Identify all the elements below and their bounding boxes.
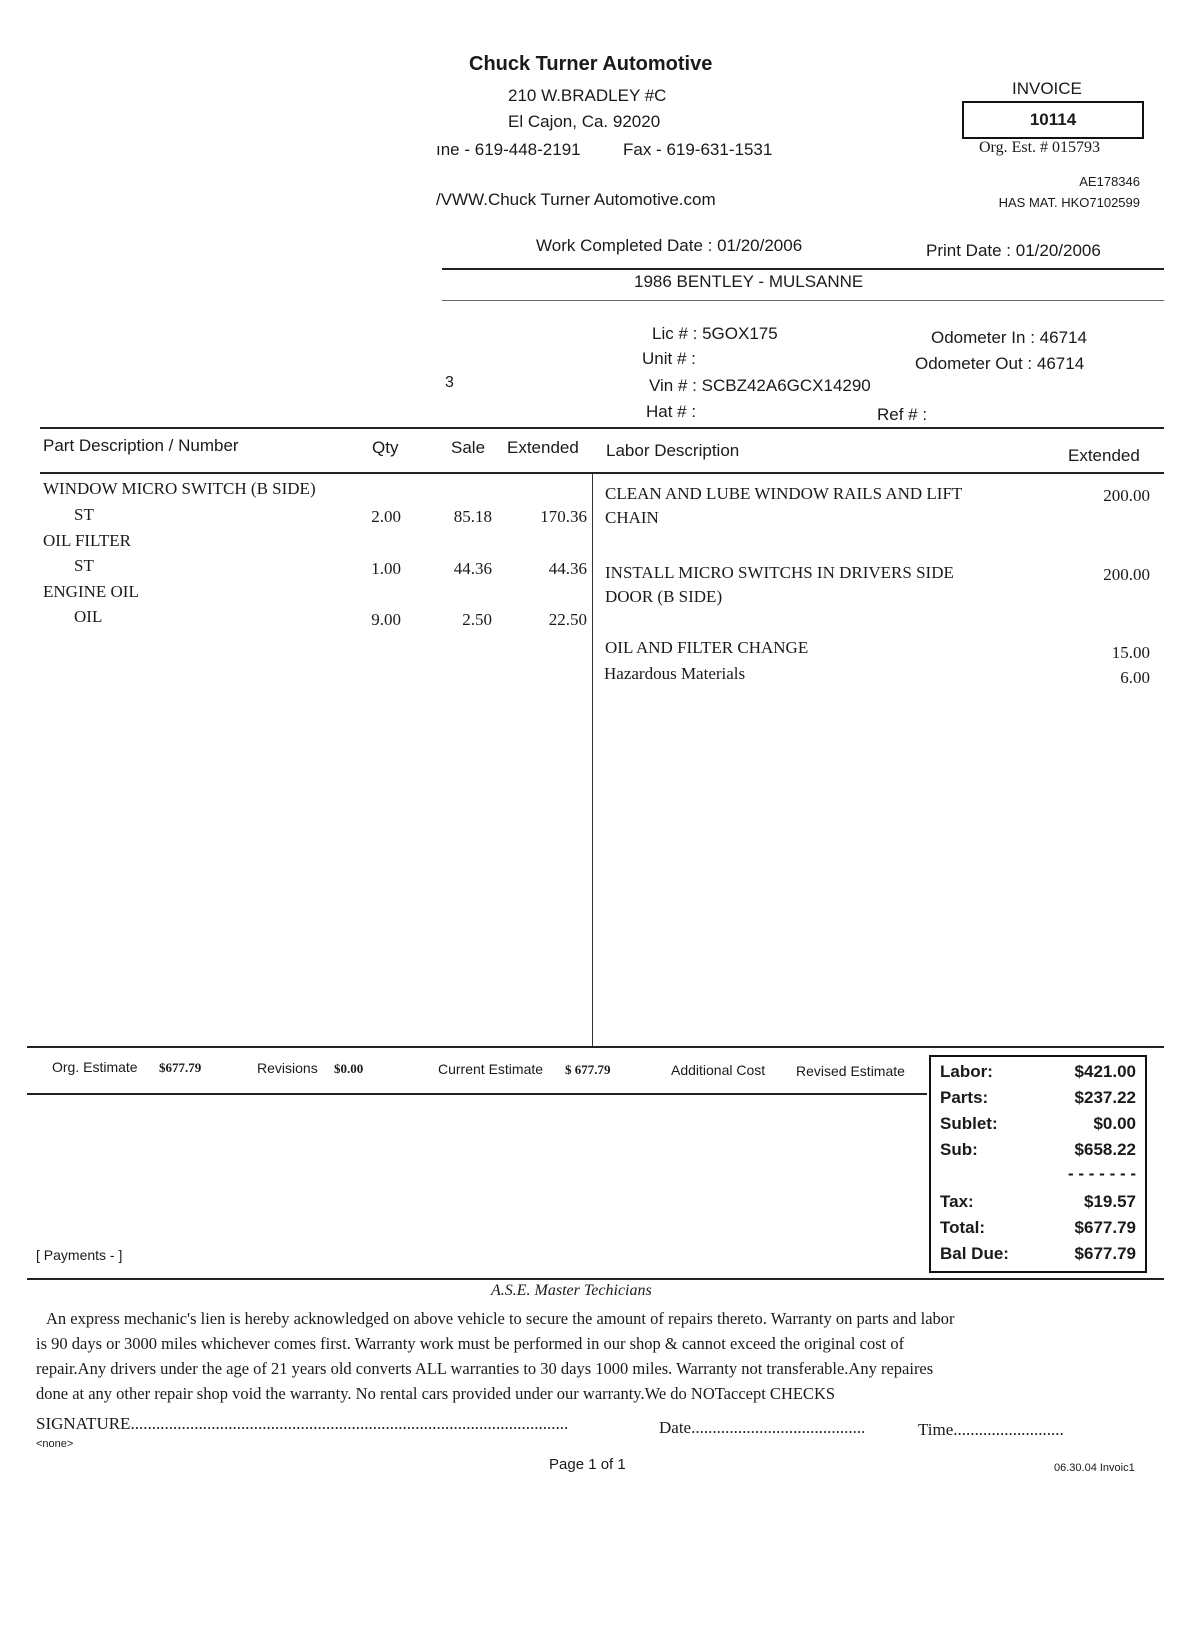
balance-due-label: Bal Due:: [940, 1244, 1009, 1263]
parts-extended-header: Extended: [507, 438, 579, 457]
terms-line-1: An express mechanic's lien is hereby acknowledged on above vehicle to secure the amount of repairs thereto. Warranty on parts and labor: [46, 1309, 955, 1328]
part-number: OIL: [74, 607, 103, 626]
terms-line-2: is 90 days or 3000 miles whichever comes first. Warranty work must be performed in our shop & cannot exceed the original cost of: [36, 1334, 905, 1353]
odometer-out: Odometer Out : 46714: [915, 354, 1085, 373]
vin-number: Vin # : SCBZ42A6GCX14290: [649, 376, 871, 395]
part-sale: 85.18: [453, 507, 492, 526]
company-address-line1: 210 W.BRADLEY #C: [508, 86, 667, 105]
labor-description: INSTALL MICRO SWITCHS IN DRIVERS SIDE: [605, 563, 954, 582]
estimates-top-border: [27, 1046, 1164, 1048]
part-description: WINDOW MICRO SWITCH (B SIDE): [43, 479, 316, 498]
header-divider: [442, 268, 1164, 270]
sublet-total-value: $0.00: [1093, 1114, 1136, 1133]
parts-sale-header: Sale: [451, 438, 486, 457]
part-description: ENGINE OIL: [43, 582, 139, 601]
part-extended: 44.36: [548, 559, 587, 578]
time-line: Time..........................: [918, 1420, 1064, 1439]
part-sale: 44.36: [453, 559, 492, 578]
revisions-label: Revisions: [257, 1060, 318, 1076]
part-number: ST: [74, 556, 94, 575]
ref-number: Ref # :: [877, 405, 928, 424]
labor-total-label: Labor:: [940, 1062, 993, 1081]
labor-amount: 200.00: [1103, 565, 1150, 584]
terms-line-4: done at any other repair shop void the warranty. No rental cars provided under our warranty.We do NOTaccept CHECKS: [36, 1384, 836, 1403]
parts-total-value: $237.22: [1074, 1088, 1136, 1107]
labor-description: OIL AND FILTER CHANGE: [605, 638, 809, 657]
stray-mark: 3: [445, 374, 454, 391]
invoice-number: 10114: [962, 101, 1144, 139]
original-estimate-number: Org. Est. # 015793: [979, 139, 1101, 156]
work-completed-date: Work Completed Date : 01/20/2006: [536, 236, 803, 255]
table-top-border: [40, 427, 1164, 429]
company-fax: Fax - 619-631-1531: [623, 140, 773, 159]
company-phone: ıne - 619-448-2191: [436, 140, 581, 159]
unit-number: Unit # :: [642, 349, 696, 368]
part-description: OIL FILTER: [43, 531, 131, 550]
labor-amount: 6.00: [1120, 668, 1150, 687]
form-code: 06.30.04 Invoic1: [1054, 1462, 1135, 1474]
labor-description: CLEAN AND LUBE WINDOW RAILS AND LIFT: [605, 484, 963, 503]
date-line: Date.........................................: [659, 1418, 866, 1437]
labor-description-cont: CHAIN: [605, 508, 659, 527]
totals-separator: - - - - - - -: [1068, 1164, 1136, 1183]
additional-cost-label: Additional Cost: [671, 1062, 766, 1078]
print-date: Print Date : 01/20/2006: [926, 241, 1101, 260]
subtotal-value: $658.22: [1074, 1140, 1136, 1159]
ae-number: AE178346: [1079, 174, 1140, 189]
ase-tagline: A.S.E. Master Techicians: [491, 1282, 652, 1299]
balance-due-value: $677.79: [1074, 1244, 1136, 1263]
subtotal-label: Sub:: [940, 1140, 978, 1159]
signature-none: <none>: [36, 1438, 74, 1450]
totals-box: [929, 1055, 1147, 1273]
parts-qty-header: Qty: [372, 438, 399, 457]
page-number: Page 1 of 1: [549, 1456, 626, 1473]
grand-total-label: Total:: [940, 1218, 986, 1237]
current-estimate-label: Current Estimate: [438, 1061, 544, 1077]
labor-amount: 200.00: [1103, 486, 1150, 505]
labor-total-value: $421.00: [1074, 1062, 1136, 1081]
parts-description-header: Part Description / Number: [43, 436, 239, 455]
tax-label: Tax:: [940, 1192, 974, 1211]
tax-value: $19.57: [1084, 1192, 1136, 1211]
totals-bottom-border: [27, 1278, 1164, 1280]
odometer-in: Odometer In : 46714: [931, 328, 1087, 347]
part-number: ST: [74, 505, 94, 524]
company-address-line2: El Cajon, Ca. 92020: [508, 112, 661, 131]
part-extended: 170.36: [540, 507, 587, 526]
original-estimate-value: $677.79: [159, 1060, 202, 1075]
part-qty: 1.00: [371, 559, 401, 578]
labor-description-cont: DOOR (B SIDE): [605, 587, 723, 606]
labor-description: Hazardous Materials: [604, 664, 746, 683]
payments-label: [ Payments - ]: [36, 1247, 123, 1263]
revised-estimate-label: Revised Estimate: [796, 1063, 905, 1079]
sublet-total-label: Sublet:: [940, 1114, 998, 1133]
labor-extended-header: Extended: [1068, 446, 1140, 465]
invoice-label: INVOICE: [1012, 79, 1082, 98]
table-header-border: [40, 472, 1164, 474]
estimates-bottom-border: [27, 1093, 927, 1095]
revisions-value: $0.00: [334, 1061, 364, 1076]
vehicle-title: 1986 BENTLEY - MULSANNE: [634, 272, 864, 291]
parts-labor-divider: [592, 474, 593, 1047]
company-name: Chuck Turner Automotive: [469, 53, 713, 75]
license-number: Lic # : 5GOX175: [652, 324, 778, 343]
terms-line-3: repair.Any drivers under the age of 21 years old converts ALL warranties to 30 days 1000 miles. Warranty not transferable.Any repaires: [36, 1359, 934, 1378]
grand-total-value: $677.79: [1074, 1218, 1136, 1237]
original-estimate-label: Org. Estimate: [52, 1059, 138, 1075]
parts-total-label: Parts:: [940, 1088, 989, 1107]
vehicle-divider: [442, 300, 1164, 301]
labor-description-header: Labor Description: [606, 441, 740, 460]
company-website: /VWW.Chuck Turner Automotive.com: [436, 190, 716, 209]
part-qty: 9.00: [371, 610, 401, 629]
part-extended: 22.50: [548, 610, 587, 629]
current-estimate-value: $ 677.79: [565, 1062, 611, 1077]
part-sale: 2.50: [462, 610, 492, 629]
hazmat-number: HAS MAT. HKO7102599: [998, 195, 1140, 210]
part-qty: 2.00: [371, 507, 401, 526]
hat-number: Hat # :: [646, 402, 697, 421]
labor-amount: 15.00: [1111, 643, 1150, 662]
signature-line: SIGNATURE.......................................................................................................: [36, 1414, 569, 1433]
